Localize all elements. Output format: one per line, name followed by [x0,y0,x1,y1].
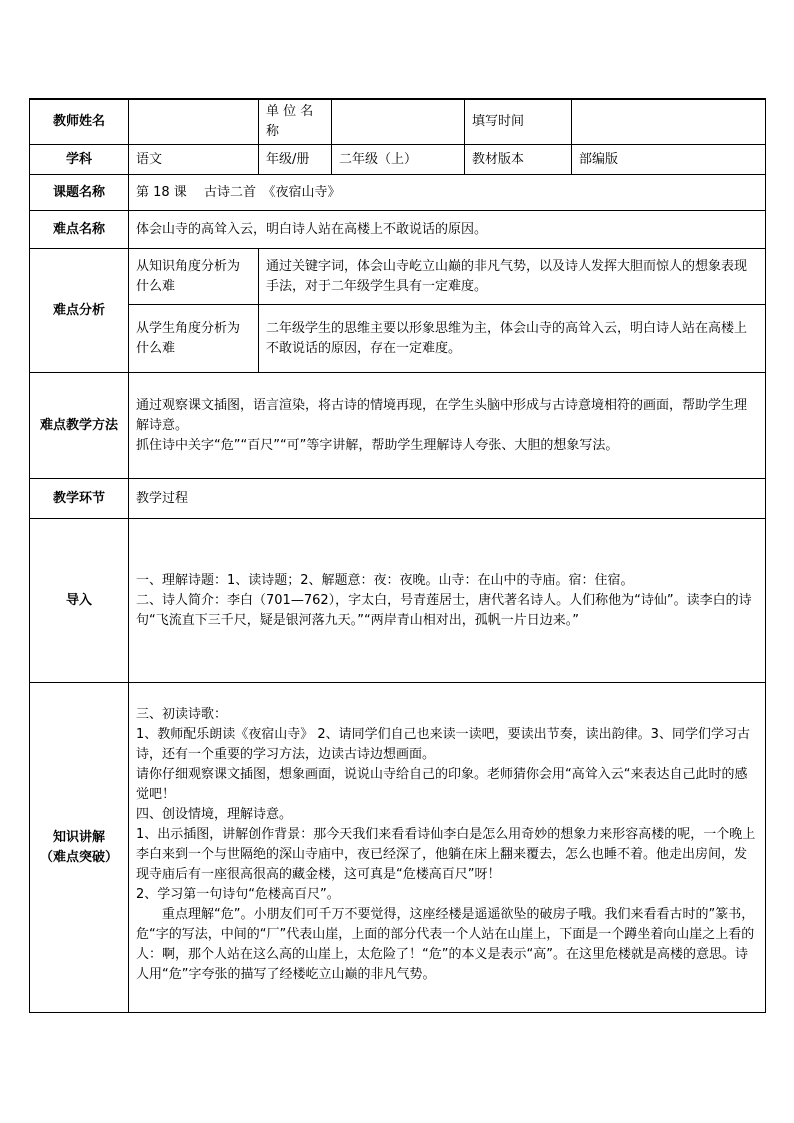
intro-line-2: 二、诗人简介：李白（701—762），字太白，号青莲居士，唐代著名诗人。人们称他为“诗仙”。读李白的诗句“飞流直下三千尺，疑是银河落九天。”“两岸青山相对出，孤帆一片日边来。” [136,592,752,628]
row-method [30,373,766,479]
knowledge-paragraph: 重点理解“危”。小朋友们可千万不要觉得，这座经楼是遥遥欲坠的破房子哦。我们来看看古时的”篆书，危“字的写法，中间的“厂”代表山崖，上面的部分代表一个人站在山崖上，下面是一个蹲坐着向山崖之上看的人：啊，那个人站在这么高的山崖上，太危险了！“危”的本义是表示“高”。在这里危楼就是高楼的意思。诗人用“危”字夸张的描写了经楼屹立山巅的非凡气势。 [136,907,755,982]
row-topic [30,175,766,211]
edition-label: 教材版本 [465,145,572,175]
knowledge-angle-label: 从知识角度分析为什么难 [129,249,259,305]
knowledge-line: 三、初读诗歌： [136,707,228,722]
knowledge-line: 请你仔细观察课文插图，想象画面，说说山寺给自己的印象。老师猜你会用“高耸入云“来表达自己此时的感觉吧！ [136,767,748,802]
student-angle-label: 从学生角度分析为什么难 [129,305,259,373]
process-label: 教学环节 [30,479,129,519]
topic-value: 第 18 课 古诗二首 《夜宿山寺》 [129,175,766,211]
knowledge-label-main: 知识讲解 [52,829,105,845]
knowledge-line: 2、学习第一句诗句“危楼高百尺”。 [136,887,340,902]
knowledge-angle-value: 通过关键字词，体会山寺屹立山巅的非凡气势，以及诗人发挥大胆而惊人的想象表现手法，对于二年级学生具有一定难度。 [259,249,766,305]
row-subject [30,145,766,175]
knowledge-line: 四、创设情境，理解诗意。 [136,807,293,822]
lesson-plan-table [29,98,766,1013]
method-line-1: 通过观察课文插图，语言渲染，将古诗的情境再现，在学生头脑中形成与古诗意境相符的画面，帮助学生理解诗意。 [136,397,748,433]
knowledge-value [129,683,766,1013]
method-value [129,373,766,479]
subject-value: 语文 [129,145,259,175]
fill-date-label: 填写时间 [465,99,572,145]
unit-name-value [332,99,465,145]
edition-value: 部编版 [572,145,766,175]
teacher-name-label: 教师姓名 [30,99,129,145]
row-teacher [30,99,766,145]
fill-date-value [572,99,766,145]
row-process [30,479,766,519]
knowledge-label [30,683,129,1013]
knowledge-line: 1、出示插图，讲解创作背景：那今天我们来看看诗仙李白是怎么用奇妙的想象力来形容高楼的呢，一个晚上李白来到一个与世隔绝的深山寺庙中，夜已经深了，他躺在床上翻来覆去，怎么也睡不着。他走出房间，发现寺庙后有一座很高很高的藏金楼，这可真是“危楼高百尺”呀！ [136,827,756,882]
row-difficulty [30,211,766,249]
knowledge-line: 1、教师配乐朗读《夜宿山寺》 2、请同学们自己也来读一读吧，要读出节奏，读出韵律。3、同学们学习古诗，还有一个重要的学习方法，边读古诗边想画面。 [136,727,750,762]
row-knowledge [30,683,766,1013]
row-analysis-student [30,305,766,373]
topic-label: 课题名称 [30,175,129,211]
row-analysis-knowledge [30,249,766,305]
teacher-name-value [129,99,259,145]
knowledge-label-sub: （难点突破） [39,849,118,865]
intro-label: 导入 [30,519,129,683]
analysis-label: 难点分析 [30,249,129,373]
grade-value: 二年级（上） [332,145,465,175]
method-line-2: 抓住诗中关字“危”“百尺”“可”等字讲解，帮助学生理解诗人夸张、大胆的想象写法。 [136,437,619,453]
difficulty-label: 难点名称 [30,211,129,249]
intro-value [129,519,766,683]
intro-line-1: 一、理解诗题：1、读诗题；2、解题意：夜：夜晚。山寺：在山中的寺庙。宿：住宿。 [136,572,634,588]
row-intro [30,519,766,683]
unit-name-label: 单 位 名称 [259,99,332,145]
student-angle-value: 二年级学生的思维主要以形象思维为主，体会山寺的高耸入云，明白诗人站在高楼上不敢说话的原因，存在一定难度。 [259,305,766,373]
grade-label: 年级/册 [259,145,332,175]
subject-label: 学科 [30,145,129,175]
difficulty-value: 体会山寺的高耸入云，明白诗人站在高楼上不敢说话的原因。 [129,211,766,249]
method-label: 难点教学方法 [30,373,129,479]
process-value: 教学过程 [129,479,766,519]
